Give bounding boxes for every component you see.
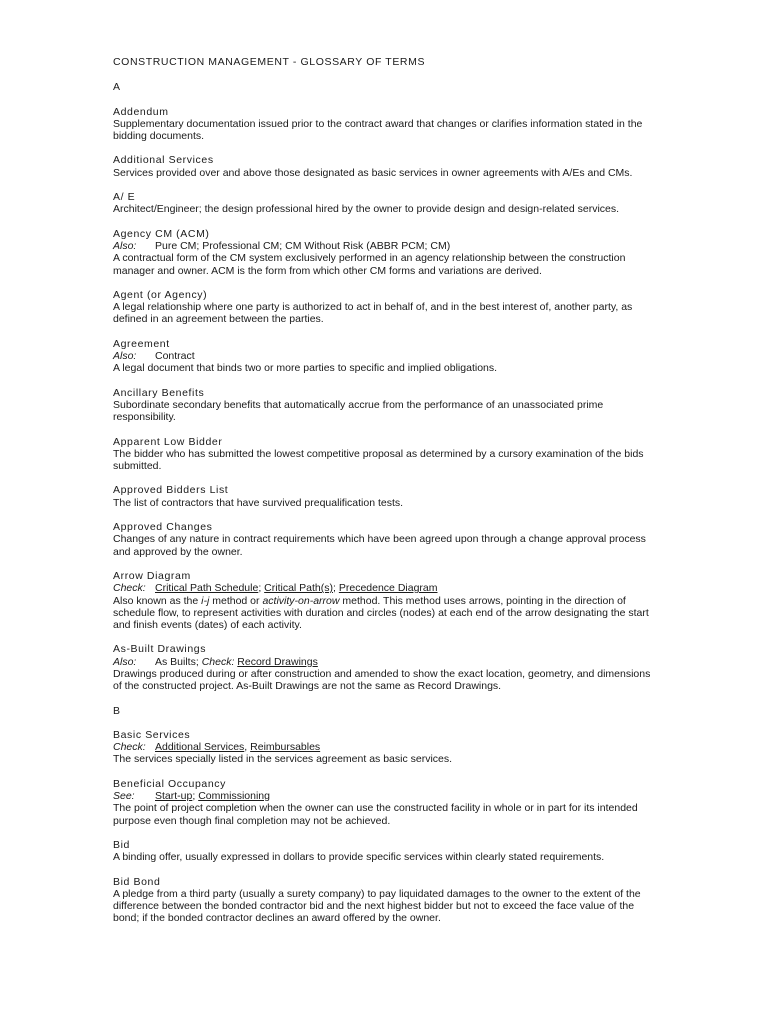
term-bid: Bid <box>113 838 130 851</box>
xref-link-commissioning[interactable]: Commissioning <box>198 790 270 803</box>
glossary-entry <box>113 289 658 326</box>
cross-reference <box>113 240 658 252</box>
xref-link-additional-services[interactable]: Additional Services <box>155 741 245 754</box>
glossary-entry <box>113 729 658 766</box>
term-agreement: Agreement <box>113 337 170 350</box>
definition: The bidder who has submitted the lowest competitive proposal as determined by a cursory examination of the bids submitted. <box>113 447 644 473</box>
xref-text: Pure CM; Professional CM; CM Without Risk (ABBR PCM; CM) <box>155 239 451 252</box>
xref-link-precedence-diagram[interactable]: Precedence Diagram <box>338 582 438 595</box>
xref-separator: ; <box>333 582 339 595</box>
cross-reference <box>113 741 658 753</box>
definition: A legal document that binds two or more parties to specific and implied obligations. <box>113 362 498 375</box>
xref-text: As Builts; <box>155 655 199 668</box>
term-bid-bond: Bid Bond <box>113 875 161 888</box>
term-apparent-low-bidder: Apparent Low Bidder <box>113 435 223 448</box>
glossary-entry <box>113 778 658 827</box>
definition: The list of contractors that have survived prequalification tests. <box>113 496 404 509</box>
xref-separator: ; <box>192 790 199 803</box>
glossary-entry <box>113 106 658 143</box>
definition: Architect/Engineer; the design professional hired by the owner to provide design and design-related services. <box>113 203 620 216</box>
definition: Changes of any nature in contract requirements which have been agreed upon through a change approval process and approved by the owner. <box>113 533 646 558</box>
xref-label: Also: <box>113 239 137 252</box>
definition: Services provided over and above those designated as basic services in owner agreements with A/Es and CMs. <box>113 166 633 179</box>
term-a-e: A/ E <box>113 191 136 204</box>
cross-reference <box>113 350 658 362</box>
glossary-entry <box>113 387 658 424</box>
term-approved-bidders-list: Approved Bidders List <box>113 484 229 497</box>
glossary-entry <box>113 521 658 558</box>
xref-link-critical-paths[interactable]: Critical Path(s) <box>264 582 334 595</box>
term-basic-services: Basic Services <box>113 728 191 741</box>
definition: A legal relationship where one party is authorized to act in behalf of, and in the best interest of, another party, as defined in an agreement between the parties. <box>113 301 633 326</box>
xref-separator: ; <box>258 582 265 595</box>
definition <box>113 595 658 632</box>
page-title: CONSTRUCTION MANAGEMENT - GLOSSARY OF TERMS <box>113 56 426 68</box>
xref-label: Check: <box>113 741 146 754</box>
xref-label: Check: <box>201 655 235 668</box>
glossary-entry <box>113 643 658 692</box>
definition-text: Also known as the <box>113 594 202 607</box>
cross-reference <box>113 582 658 594</box>
xref-link-start-up[interactable]: Start-up <box>155 790 193 803</box>
term-agency-cm: Agency CM (ACM) <box>113 227 210 240</box>
cross-reference <box>113 790 658 802</box>
xref-label: See: <box>113 790 135 803</box>
xref-label: Also: <box>113 350 137 363</box>
xref-link-reimbursables[interactable]: Reimbursables <box>250 741 321 754</box>
glossary-entry <box>113 484 658 509</box>
term-additional-services: Additional Services <box>113 154 214 167</box>
definition: A contractual form of the CM system exclusively performed in an agency relationship between the construction manager and owner. ACM is the form from which other CM forms and variations are derived. <box>113 252 626 277</box>
glossary-entry <box>113 436 658 473</box>
definition-emphasis: i-j <box>201 594 210 607</box>
glossary-entry <box>113 228 658 277</box>
definition: A pledge from a third party (usually a surety company) to pay liquidated damages to the owner to the extent of the difference between the bonded contractor bid and the next highest bidder but not to exceed the face value of the bond; if the bonded contractor declines an award offered by the owner. <box>113 887 641 925</box>
section-letter-a: A <box>113 81 121 94</box>
xref-separator: , <box>244 741 251 754</box>
definition: Drawings produced during or after construction and amended to show the exact location, geometry, and dimensions of the constructed project. As-Built Drawings are not the same as Record Drawings. <box>113 667 651 693</box>
definition: The services specially listed in the services agreement as basic services. <box>113 753 453 766</box>
term-agent: Agent (or Agency) <box>113 288 208 301</box>
definition-text: method. This method uses arrows, pointing in the direction of schedule flow, to represent activities with duration and circles (nodes) at each end of the arrow designating the start and finish events (dates) of each activity. <box>113 594 649 632</box>
xref-text: Contract <box>155 350 195 363</box>
glossary-entry <box>113 839 658 864</box>
definition: The point of project completion when the owner can use the constructed facility in whole or in part for its intended purpose even though final completion may not be achieved. <box>113 802 638 827</box>
xref-label: Check: <box>113 582 146 595</box>
glossary-entry <box>113 876 658 925</box>
term-beneficial-occupancy: Beneficial Occupancy <box>113 777 226 790</box>
glossary-entry <box>113 338 658 375</box>
glossary-entry <box>113 570 658 631</box>
xref-link-record-drawings[interactable]: Record Drawings <box>237 655 318 668</box>
glossary-content <box>113 56 658 937</box>
term-as-built-drawings: As-Built Drawings <box>113 643 207 656</box>
term-approved-changes: Approved Changes <box>113 521 213 534</box>
glossary-entry <box>113 154 658 179</box>
definition-emphasis: activity-on-arrow <box>262 594 340 607</box>
term-arrow-diagram: Arrow Diagram <box>113 569 191 582</box>
definition: A binding offer, usually expressed in dollars to provide specific services within clearly stated requirements. <box>113 851 605 864</box>
glossary-entry <box>113 191 658 216</box>
section-letter-b: B <box>113 704 121 717</box>
term-addendum: Addendum <box>113 105 169 118</box>
xref-label: Also: <box>113 655 137 668</box>
term-ancillary-benefits: Ancillary Benefits <box>113 386 205 399</box>
definition-text: method or <box>209 594 263 607</box>
definition: Supplementary documentation issued prior to the contract award that changes or clarifies information stated in the bidding documents. <box>113 117 643 143</box>
cross-reference <box>113 656 658 668</box>
xref-link-critical-path-schedule[interactable]: Critical Path Schedule <box>155 582 259 595</box>
definition: Subordinate secondary benefits that automatically accrue from the performance of an unassociated prime responsibility. <box>113 398 604 424</box>
